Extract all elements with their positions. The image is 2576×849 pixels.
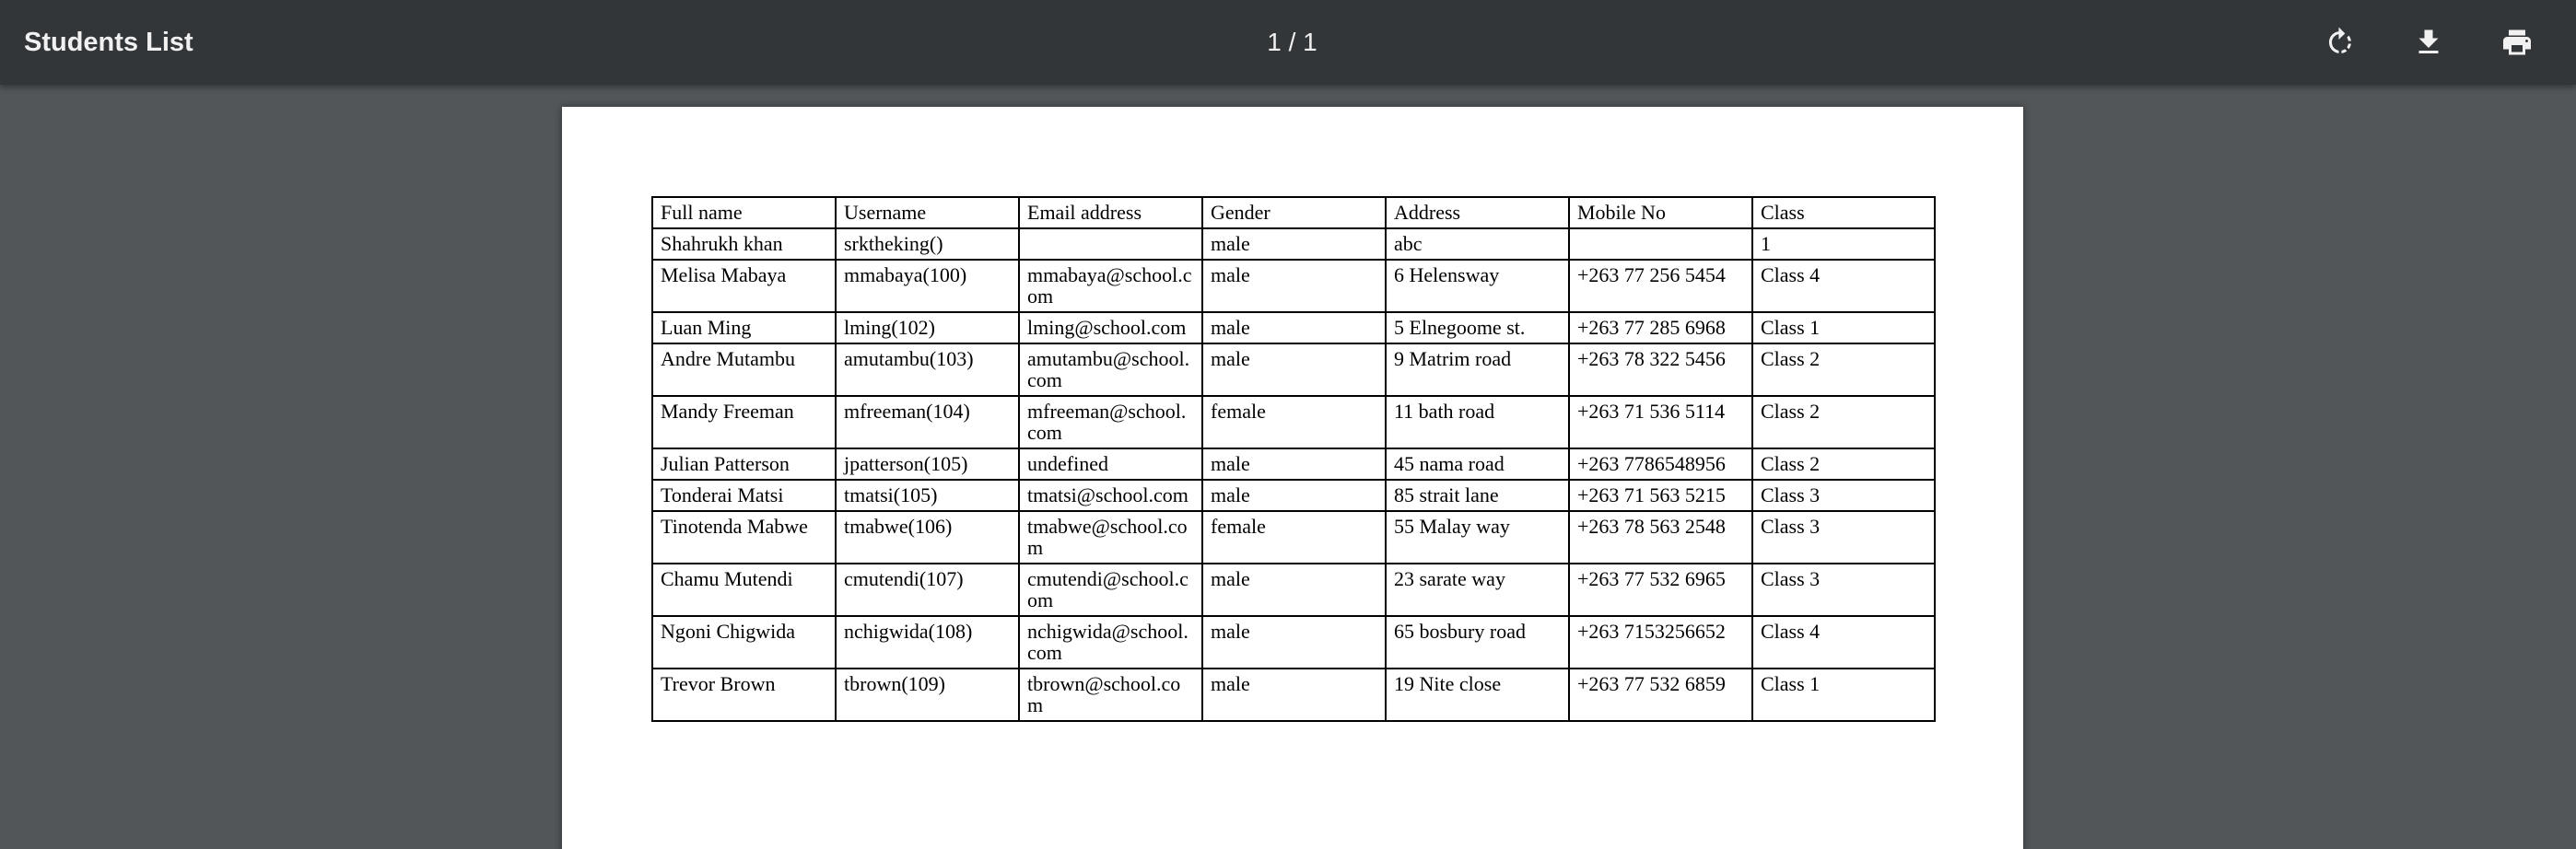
- cell-gender: male: [1202, 228, 1386, 260]
- cell-address: 45 nama road: [1386, 448, 1569, 480]
- header-class: Class: [1752, 197, 1935, 228]
- cell-email: tbrown@school.com: [1019, 669, 1202, 721]
- cell-username: mfreeman(104): [836, 396, 1019, 448]
- table-row: [652, 312, 1935, 343]
- download-icon: [2412, 26, 2445, 59]
- cell-email: amutambu@school.com: [1019, 343, 1202, 396]
- header-gender: Gender: [1202, 197, 1386, 228]
- rotate-clockwise-icon: [2324, 26, 2357, 59]
- cell-full-name: Mandy Freeman: [652, 396, 836, 448]
- cell-email: tmabwe@school.com: [1019, 511, 1202, 564]
- cell-full-name: Luan Ming: [652, 312, 836, 343]
- cell-email: mfreeman@school.com: [1019, 396, 1202, 448]
- cell-username: cmutendi(107): [836, 564, 1019, 616]
- cell-address: abc: [1386, 228, 1569, 260]
- cell-full-name: Ngoni Chigwida: [652, 616, 836, 669]
- table-row: [652, 448, 1935, 480]
- cell-mobile: +263 77 285 6968: [1569, 312, 1752, 343]
- header-mobile: Mobile No: [1569, 197, 1752, 228]
- cell-email: [1019, 228, 1202, 260]
- cell-full-name: Chamu Mutendi: [652, 564, 836, 616]
- cell-class: Class 1: [1752, 312, 1935, 343]
- cell-class: Class 2: [1752, 343, 1935, 396]
- header-email: Email address: [1019, 197, 1202, 228]
- table-body: [652, 228, 1935, 721]
- cell-address: 19 Nite close: [1386, 669, 1569, 721]
- page-indicator: 1 / 1: [1267, 28, 1317, 56]
- cell-gender: female: [1202, 511, 1386, 564]
- cell-username: lming(102): [836, 312, 1019, 343]
- cell-gender: male: [1202, 616, 1386, 669]
- cell-username: tmatsi(105): [836, 480, 1019, 511]
- cell-username: jpatterson(105): [836, 448, 1019, 480]
- cell-mobile: +263 77 532 6859: [1569, 669, 1752, 721]
- cell-gender: male: [1202, 260, 1386, 312]
- cell-mobile: [1569, 228, 1752, 260]
- cell-email: mmabaya@school.com: [1019, 260, 1202, 312]
- document-title: Students List: [24, 28, 193, 57]
- cell-gender: male: [1202, 448, 1386, 480]
- cell-mobile: +263 78 563 2548: [1569, 511, 1752, 564]
- cell-gender: male: [1202, 312, 1386, 343]
- cell-address: 6 Helensway: [1386, 260, 1569, 312]
- cell-mobile: +263 78 322 5456: [1569, 343, 1752, 396]
- cell-address: 23 sarate way: [1386, 564, 1569, 616]
- cell-class: Class 4: [1752, 260, 1935, 312]
- cell-full-name: Melisa Mabaya: [652, 260, 836, 312]
- download-button[interactable]: [2403, 17, 2454, 68]
- table-row: [652, 480, 1935, 511]
- cell-gender: male: [1202, 564, 1386, 616]
- header-full-name: Full name: [652, 197, 836, 228]
- rotate-button[interactable]: [2314, 17, 2366, 68]
- cell-class: Class 3: [1752, 480, 1935, 511]
- print-button[interactable]: [2491, 17, 2543, 68]
- cell-address: 85 strait lane: [1386, 480, 1569, 511]
- cell-username: tbrown(109): [836, 669, 1019, 721]
- cell-mobile: +263 71 536 5114: [1569, 396, 1752, 448]
- cell-full-name: Tinotenda Mabwe: [652, 511, 836, 564]
- cell-address: 5 Elnegoome st.: [1386, 312, 1569, 343]
- header-username: Username: [836, 197, 1019, 228]
- cell-gender: male: [1202, 343, 1386, 396]
- table-row: [652, 343, 1935, 396]
- cell-class: Class 2: [1752, 448, 1935, 480]
- cell-full-name: Trevor Brown: [652, 669, 836, 721]
- cell-email: lming@school.com: [1019, 312, 1202, 343]
- cell-full-name: Andre Mutambu: [652, 343, 836, 396]
- cell-mobile: +263 77 532 6965: [1569, 564, 1752, 616]
- table-row: [652, 564, 1935, 616]
- cell-email: undefined: [1019, 448, 1202, 480]
- cell-address: 11 bath road: [1386, 396, 1569, 448]
- cell-email: nchigwida@school.com: [1019, 616, 1202, 669]
- table-header-row: [652, 197, 1935, 228]
- cell-username: nchigwida(108): [836, 616, 1019, 669]
- cell-address: 9 Matrim road: [1386, 343, 1569, 396]
- document-viewer[interactable]: [0, 85, 2576, 849]
- pdf-toolbar: [0, 0, 2576, 85]
- cell-gender: male: [1202, 480, 1386, 511]
- cell-class: Class 1: [1752, 669, 1935, 721]
- cell-class: Class 3: [1752, 564, 1935, 616]
- cell-email: tmatsi@school.com: [1019, 480, 1202, 511]
- table-row: [652, 616, 1935, 669]
- pdf-page: [562, 107, 2023, 849]
- cell-username: tmabwe(106): [836, 511, 1019, 564]
- cell-full-name: Julian Patterson: [652, 448, 836, 480]
- cell-address: 55 Malay way: [1386, 511, 1569, 564]
- students-table: [651, 196, 1936, 722]
- cell-mobile: +263 71 563 5215: [1569, 480, 1752, 511]
- cell-class: Class 3: [1752, 511, 1935, 564]
- header-address: Address: [1386, 197, 1569, 228]
- cell-username: srktheking(): [836, 228, 1019, 260]
- cell-address: 65 bosbury road: [1386, 616, 1569, 669]
- cell-class: Class 2: [1752, 396, 1935, 448]
- cell-email: cmutendi@school.com: [1019, 564, 1202, 616]
- cell-username: amutambu(103): [836, 343, 1019, 396]
- cell-gender: male: [1202, 669, 1386, 721]
- table-row: [652, 228, 1935, 260]
- cell-mobile: +263 77 256 5454: [1569, 260, 1752, 312]
- cell-class: 1: [1752, 228, 1935, 260]
- cell-username: mmabaya(100): [836, 260, 1019, 312]
- cell-class: Class 4: [1752, 616, 1935, 669]
- table-row: [652, 396, 1935, 448]
- cell-full-name: Tonderai Matsi: [652, 480, 836, 511]
- cell-full-name: Shahrukh khan: [652, 228, 836, 260]
- cell-mobile: +263 7786548956: [1569, 448, 1752, 480]
- cell-gender: female: [1202, 396, 1386, 448]
- table-row: [652, 511, 1935, 564]
- table-row: [652, 669, 1935, 721]
- print-icon: [2500, 26, 2534, 59]
- table-row: [652, 260, 1935, 312]
- cell-mobile: +263 7153256652: [1569, 616, 1752, 669]
